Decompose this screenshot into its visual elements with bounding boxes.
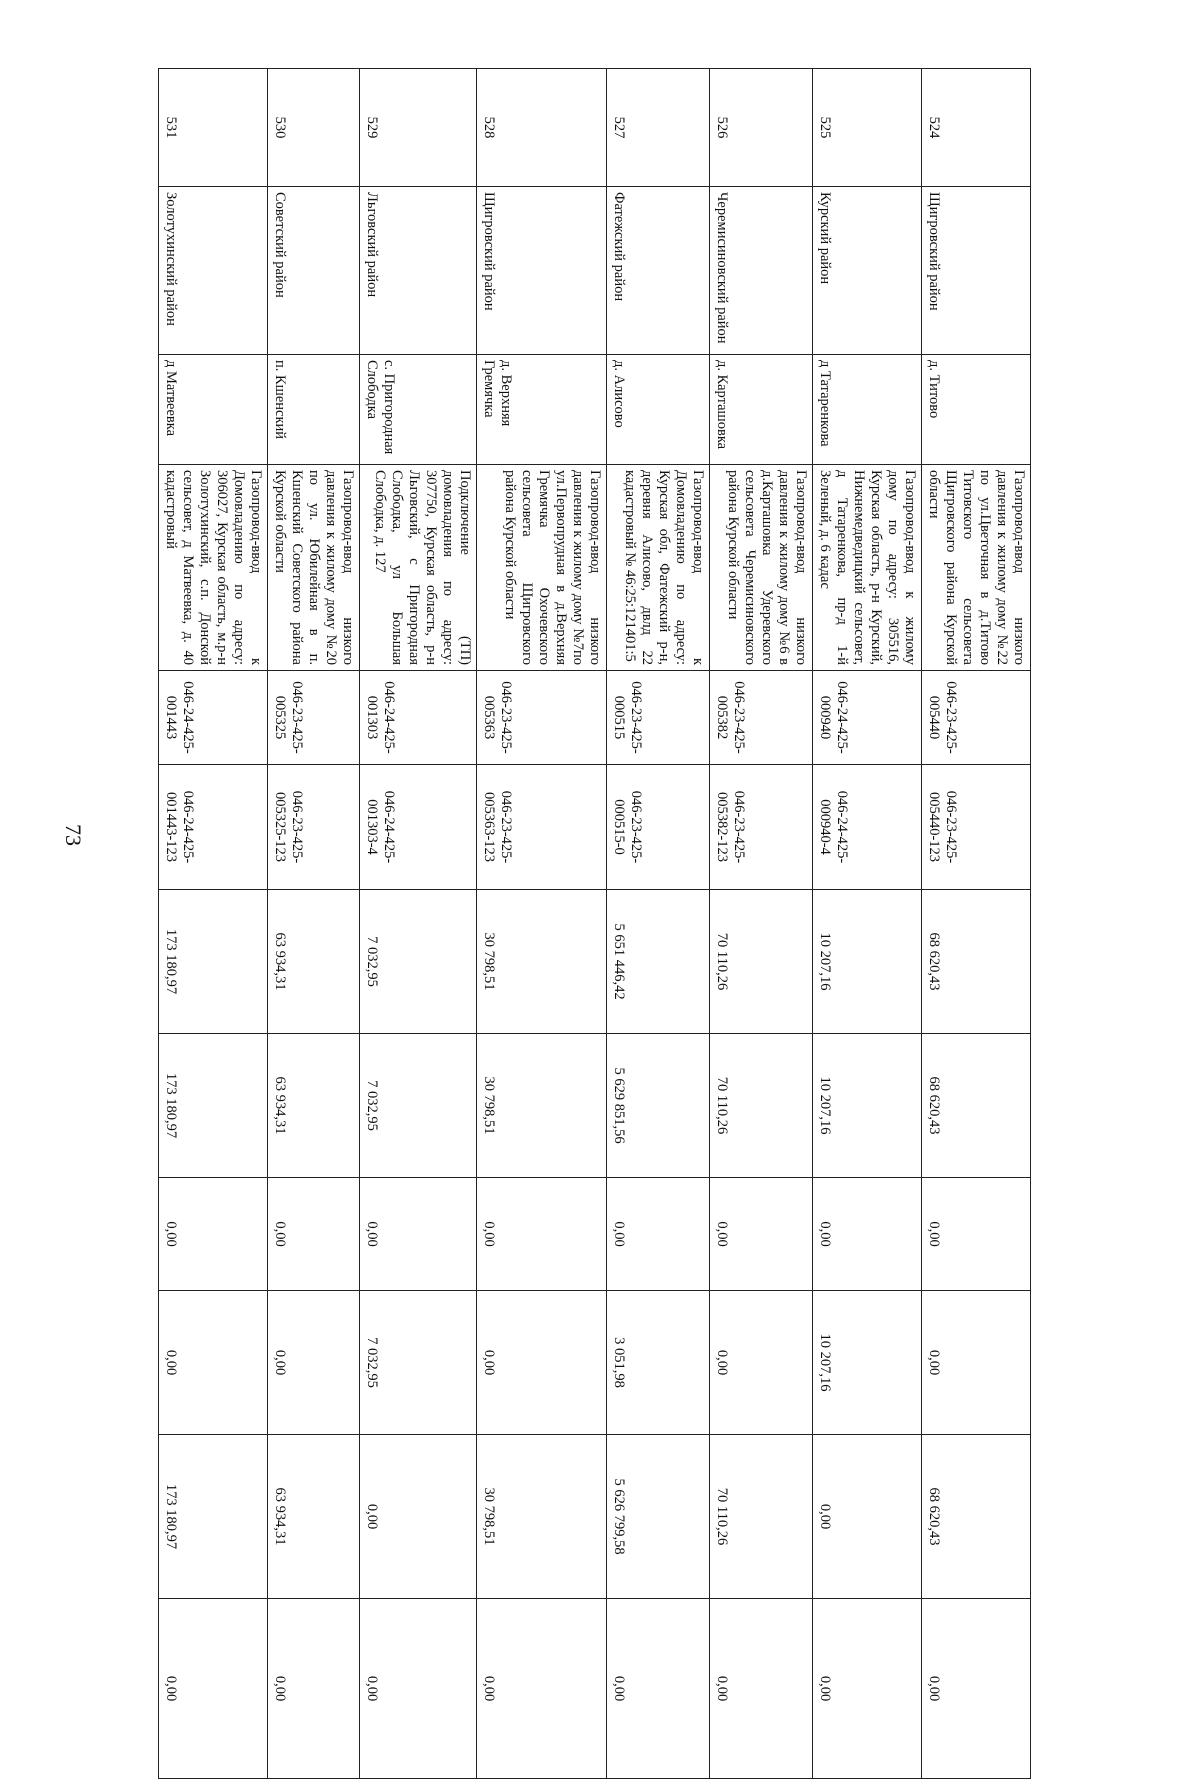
table-row xyxy=(813,69,922,1779)
value4-cell: 0,00 xyxy=(477,1291,607,1435)
locality-cell: д. Титово xyxy=(922,355,1031,465)
table-row xyxy=(607,69,710,1779)
object-cell: Газопровод-ввод к Домовладению по адресу: Курская обл, Фатежский р-н, деревня Алисово, двлд 22 кадастровый № 46:25:121401:5 xyxy=(607,465,710,671)
row-number: 531 xyxy=(159,69,268,187)
value1-cell: 10 207,16 xyxy=(813,890,922,1034)
row-number: 529 xyxy=(360,69,477,187)
value2-cell: 10 207,16 xyxy=(813,1034,922,1178)
value3-cell: 0,00 xyxy=(159,1178,268,1291)
value2-cell: 68 620,43 xyxy=(922,1034,1031,1178)
table-row xyxy=(360,69,477,1779)
locality-cell: д Матвеевка xyxy=(159,355,268,465)
value3-cell: 0,00 xyxy=(813,1178,922,1291)
value3-cell: 0,00 xyxy=(710,1178,813,1291)
code2-cell: 046-23-425-005325-123 xyxy=(268,765,360,890)
rotated-table-container xyxy=(163,68,1031,1702)
district-cell: Фатежский район xyxy=(607,187,710,355)
value2-cell: 30 798,51 xyxy=(477,1034,607,1178)
value5-cell: 63 934,31 xyxy=(268,1435,360,1599)
value2-cell: 173 180,97 xyxy=(159,1034,268,1178)
locality-cell: п. Кшенский xyxy=(268,355,360,465)
value3-cell: 0,00 xyxy=(477,1178,607,1291)
value4-cell: 7 032,95 xyxy=(360,1291,477,1435)
value4-cell: 0,00 xyxy=(159,1291,268,1435)
row-number: 527 xyxy=(607,69,710,187)
value2-cell: 7 032,95 xyxy=(360,1034,477,1178)
code1-cell: 046-24-425-001443 xyxy=(159,671,268,765)
value1-cell: 63 934,31 xyxy=(268,890,360,1034)
value4-cell: 0,00 xyxy=(710,1291,813,1435)
object-cell: Газопровод-ввод низкого давления к жилому дому №7по ул.Первопрудная в д.Верхняя Гремячка Охочевского сельсовета Щигровского района Курской области xyxy=(477,465,607,671)
table-row xyxy=(710,69,813,1779)
value2-cell: 5 629 851,56 xyxy=(607,1034,710,1178)
object-cell: Подключение (ТП) домовладения по адресу: 307750, Курская область, р-н Льговский, с Пригородная Слободка, ул Большая Слободка, д. 127 xyxy=(360,465,477,671)
value4-cell: 10 207,16 xyxy=(813,1291,922,1435)
row-number: 525 xyxy=(813,69,922,187)
code2-cell: 046-23-425-005363-123 xyxy=(477,765,607,890)
value6-cell: 0,00 xyxy=(159,1599,268,1779)
code2-cell: 046-23-425-005440-123 xyxy=(922,765,1031,890)
value4-cell: 3 051,98 xyxy=(607,1291,710,1435)
value5-cell: 0,00 xyxy=(813,1435,922,1599)
locality-cell: д. Карташовка xyxy=(710,355,813,465)
value6-cell: 0,00 xyxy=(922,1599,1031,1779)
code1-cell: 046-24-425-001303 xyxy=(360,671,477,765)
value6-cell: 0,00 xyxy=(268,1599,360,1779)
object-cell: Газопровод-ввод к Домовладению по адресу: 306027, Курская область, м.р-н Золотухинский, с.п. Донской сельсовет, д Матвеевка, д. 40 кадастровый xyxy=(159,465,268,671)
value5-cell: 68 620,43 xyxy=(922,1435,1031,1599)
district-cell: Щигровский район xyxy=(477,187,607,355)
code1-cell: 046-23-425-005440 xyxy=(922,671,1031,765)
code2-cell: 046-24-425-000940-4 xyxy=(813,765,922,890)
object-cell: Газопровод-ввод низкого давления к жилому дому №6 в д.Карташовка Удеревского сельсовета Черемисиновского района Курской области xyxy=(710,465,813,671)
value3-cell: 0,00 xyxy=(268,1178,360,1291)
code2-cell: 046-24-425-001303-4 xyxy=(360,765,477,890)
row-number: 526 xyxy=(710,69,813,187)
value5-cell: 70 110,26 xyxy=(710,1435,813,1599)
value1-cell: 68 620,43 xyxy=(922,890,1031,1034)
value1-cell: 30 798,51 xyxy=(477,890,607,1034)
data-table xyxy=(158,68,1031,1779)
object-cell: Газопровод-ввод низкого давления к жилому дому №22 по ул.Цветочная в д.Титово Титовского сельсовета Щигровского района Курской области xyxy=(922,465,1031,671)
table-row xyxy=(268,69,360,1779)
district-cell: Черемисиновский район xyxy=(710,187,813,355)
object-cell: Газопровод-ввод к жилому дому по адресу: 305516, Курская область, р-н Курский, Нижнемедведицкий сельсовет, д Татаренкова, пр-д 1-й Зеленый, д. 6 кадас xyxy=(813,465,922,671)
code2-cell: 046-23-425-005382-123 xyxy=(710,765,813,890)
locality-cell: д Татаренкова xyxy=(813,355,922,465)
value6-cell: 0,00 xyxy=(813,1599,922,1779)
table-body xyxy=(159,69,1031,1779)
district-cell: Золотухинский район xyxy=(159,187,268,355)
value5-cell: 173 180,97 xyxy=(159,1435,268,1599)
locality-cell: д. Алисово xyxy=(607,355,710,465)
code1-cell: 046-23-425-000515 xyxy=(607,671,710,765)
row-number: 530 xyxy=(268,69,360,187)
table-row xyxy=(477,69,607,1779)
value1-cell: 7 032,95 xyxy=(360,890,477,1034)
value1-cell: 5 651 446,42 xyxy=(607,890,710,1034)
value1-cell: 173 180,97 xyxy=(159,890,268,1034)
code1-cell: 046-23-425-005325 xyxy=(268,671,360,765)
value6-cell: 0,00 xyxy=(360,1599,477,1779)
value4-cell: 0,00 xyxy=(922,1291,1031,1435)
code1-cell: 046-23-425-005382 xyxy=(710,671,813,765)
value2-cell: 70 110,26 xyxy=(710,1034,813,1178)
value3-cell: 0,00 xyxy=(607,1178,710,1291)
code2-cell: 046-23-425-000515-0 xyxy=(607,765,710,890)
value5-cell: 30 798,51 xyxy=(477,1435,607,1599)
code1-cell: 046-24-425-000940 xyxy=(813,671,922,765)
value6-cell: 0,00 xyxy=(710,1599,813,1779)
locality-cell: с. Пригородная Слободка xyxy=(360,355,477,465)
row-number: 528 xyxy=(477,69,607,187)
code2-cell: 046-24-425-001443-123 xyxy=(159,765,268,890)
district-cell: Щигровский район xyxy=(922,187,1031,355)
value1-cell: 70 110,26 xyxy=(710,890,813,1034)
table-row xyxy=(922,69,1031,1779)
district-cell: Льговский район xyxy=(360,187,477,355)
object-cell: Газопровод-ввод низкого давления к жилому дому №20 по ул. Юбилейная в п. Кшенский Советского района Курской области xyxy=(268,465,360,671)
value4-cell: 0,00 xyxy=(268,1291,360,1435)
value6-cell: 0,00 xyxy=(607,1599,710,1779)
value5-cell: 5 626 799,58 xyxy=(607,1435,710,1599)
locality-cell: д. Верхняя Гремячка xyxy=(477,355,607,465)
row-number: 524 xyxy=(922,69,1031,187)
district-cell: Курский район xyxy=(813,187,922,355)
value6-cell: 0,00 xyxy=(477,1599,607,1779)
district-cell: Советский район xyxy=(268,187,360,355)
page-number: 73 xyxy=(61,824,86,846)
value2-cell: 63 934,31 xyxy=(268,1034,360,1178)
value3-cell: 0,00 xyxy=(360,1178,477,1291)
table-row xyxy=(159,69,268,1779)
value5-cell: 0,00 xyxy=(360,1435,477,1599)
value3-cell: 0,00 xyxy=(922,1178,1031,1291)
code1-cell: 046-23-425-005363 xyxy=(477,671,607,765)
